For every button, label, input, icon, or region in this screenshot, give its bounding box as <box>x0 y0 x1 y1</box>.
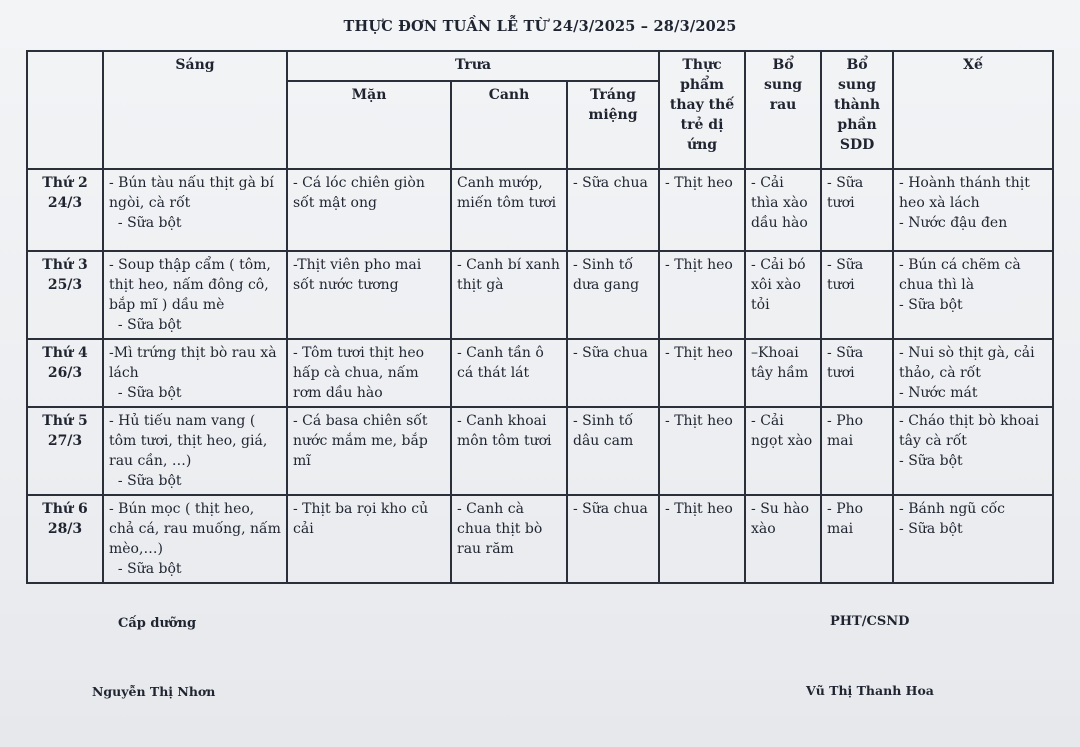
day-date: 28/3 <box>47 521 83 537</box>
header-xe: Xế <box>893 51 1053 169</box>
header-man: Mặn <box>287 81 451 169</box>
weekly-menu-table <box>26 50 1054 584</box>
sdd-cell: - Pho mai <box>821 495 893 583</box>
xe-cell: - Bún cá chẽm cà chua thì là - Sữa bột <box>893 251 1053 339</box>
sang-cell: - Bún mọc ( thịt heo, chả cá, rau muống, nấm mèo,…) - Sữa bột <box>103 495 287 583</box>
man-cell: - Cá lóc chiên giòn sốt mật ong <box>287 169 451 251</box>
header-bo-sung-sdd: Bổ sung thành phần SDD <box>821 51 893 169</box>
day-label: Thứ 4 <box>42 345 88 361</box>
canh-cell: - Canh khoai môn tôm tươi <box>451 407 567 495</box>
thay-the-cell: - Thịt heo <box>659 339 745 407</box>
day-cell <box>27 495 103 583</box>
header-sang: Sáng <box>103 51 287 169</box>
table-row <box>27 339 1053 407</box>
sang-cell: -Mì trứng thịt bò rau xà lách - Sữa bột <box>103 339 287 407</box>
rau-cell: –Khoai tây hầm <box>745 339 821 407</box>
signature-right-title: PHT/CSND <box>830 614 910 629</box>
table-row <box>27 495 1053 583</box>
xe-cell: - Bánh ngũ cốc - Sữa bột <box>893 495 1053 583</box>
header-bo-sung-rau: Bổ sung rau <box>745 51 821 169</box>
day-label: Thứ 6 <box>42 501 88 517</box>
thay-the-cell: - Thịt heo <box>659 251 745 339</box>
sdd-cell: - Sữa tươi <box>821 251 893 339</box>
day-date: 27/3 <box>47 433 83 449</box>
trang-mieng-cell: - Sữa chua <box>567 339 659 407</box>
canh-cell: Canh mướp, miến tôm tươi <box>451 169 567 251</box>
thay-the-cell: - Thịt heo <box>659 407 745 495</box>
day-cell <box>27 169 103 251</box>
header-day <box>27 51 103 169</box>
day-label: Thứ 5 <box>42 413 88 429</box>
rau-cell: - Su hào xào <box>745 495 821 583</box>
header-trang-mieng: Tráng miệng <box>567 81 659 169</box>
sang-cell: - Bún tàu nấu thịt gà bí ngòi, cà rốt - Sữa bột <box>103 169 287 251</box>
trang-mieng-cell: - Sữa chua <box>567 169 659 251</box>
signature-right-name: Vũ Thị Thanh Hoa <box>806 683 934 698</box>
header-trua: Trưa <box>287 51 659 81</box>
trang-mieng-cell: - Sinh tố dâu cam <box>567 407 659 495</box>
man-cell: -Thịt viên pho mai sốt nước tương <box>287 251 451 339</box>
trang-mieng-cell: - Sinh tố dưa gang <box>567 251 659 339</box>
xe-cell: - Cháo thịt bò khoai tây cà rốt - Sữa bột <box>893 407 1053 495</box>
man-cell: - Thịt ba rọi kho củ cải <box>287 495 451 583</box>
trang-mieng-cell: - Sữa chua <box>567 495 659 583</box>
sdd-cell: - Sữa tươi <box>821 339 893 407</box>
xe-cell: - Nui sò thịt gà, cải thảo, cà rốt - Nước mát <box>893 339 1053 407</box>
day-label: Thứ 3 <box>42 257 88 273</box>
sang-cell: - Soup thập cẩm ( tôm, thịt heo, nấm đông cô, bắp mĩ ) dầu mè - Sữa bột <box>103 251 287 339</box>
canh-cell: - Canh bí xanh thịt gà <box>451 251 567 339</box>
day-date: 26/3 <box>47 365 83 381</box>
signature-left-title: Cấp dưỡng <box>118 616 197 631</box>
document-title: THỰC ĐƠN TUẦN LỄ TỪ 24/3/2025 – 28/3/2025 <box>343 18 737 35</box>
table-row <box>27 407 1053 495</box>
canh-cell: - Canh cà chua thịt bò rau răm <box>451 495 567 583</box>
table-row <box>27 169 1053 251</box>
man-cell: - Tôm tươi thịt heo hấp cà chua, nấm rơm dầu hào <box>287 339 451 407</box>
thay-the-cell: - Thịt heo <box>659 169 745 251</box>
day-date: 24/3 <box>47 195 83 211</box>
canh-cell: - Canh tần ô cá thát lát <box>451 339 567 407</box>
sdd-cell: - Pho mai <box>821 407 893 495</box>
thay-the-cell: - Thịt heo <box>659 495 745 583</box>
xe-cell: - Hoành thánh thịt heo xà lách - Nước đậu đen <box>893 169 1053 251</box>
sang-cell: - Hủ tiếu nam vang ( tôm tươi, thịt heo, giá, rau cần, …) - Sữa bột <box>103 407 287 495</box>
header-thuc-pham-thay-the: Thực phẩm thay thế trẻ dị ứng <box>659 51 745 169</box>
day-label: Thứ 2 <box>42 175 88 191</box>
man-cell: - Cá basa chiên sốt nước mắm me, bắp mĩ <box>287 407 451 495</box>
day-cell <box>27 407 103 495</box>
rau-cell: - Cải bó xôi xào tỏi <box>745 251 821 339</box>
rau-cell: - Cải thìa xào dầu hào <box>745 169 821 251</box>
header-canh: Canh <box>451 81 567 169</box>
sdd-cell: - Sữa tươi <box>821 169 893 251</box>
day-date: 25/3 <box>47 277 83 293</box>
day-cell <box>27 251 103 339</box>
rau-cell: - Cải ngọt xào <box>745 407 821 495</box>
signature-left-name: Nguyễn Thị Nhơn <box>92 684 216 699</box>
day-cell <box>27 339 103 407</box>
table-row <box>27 251 1053 339</box>
